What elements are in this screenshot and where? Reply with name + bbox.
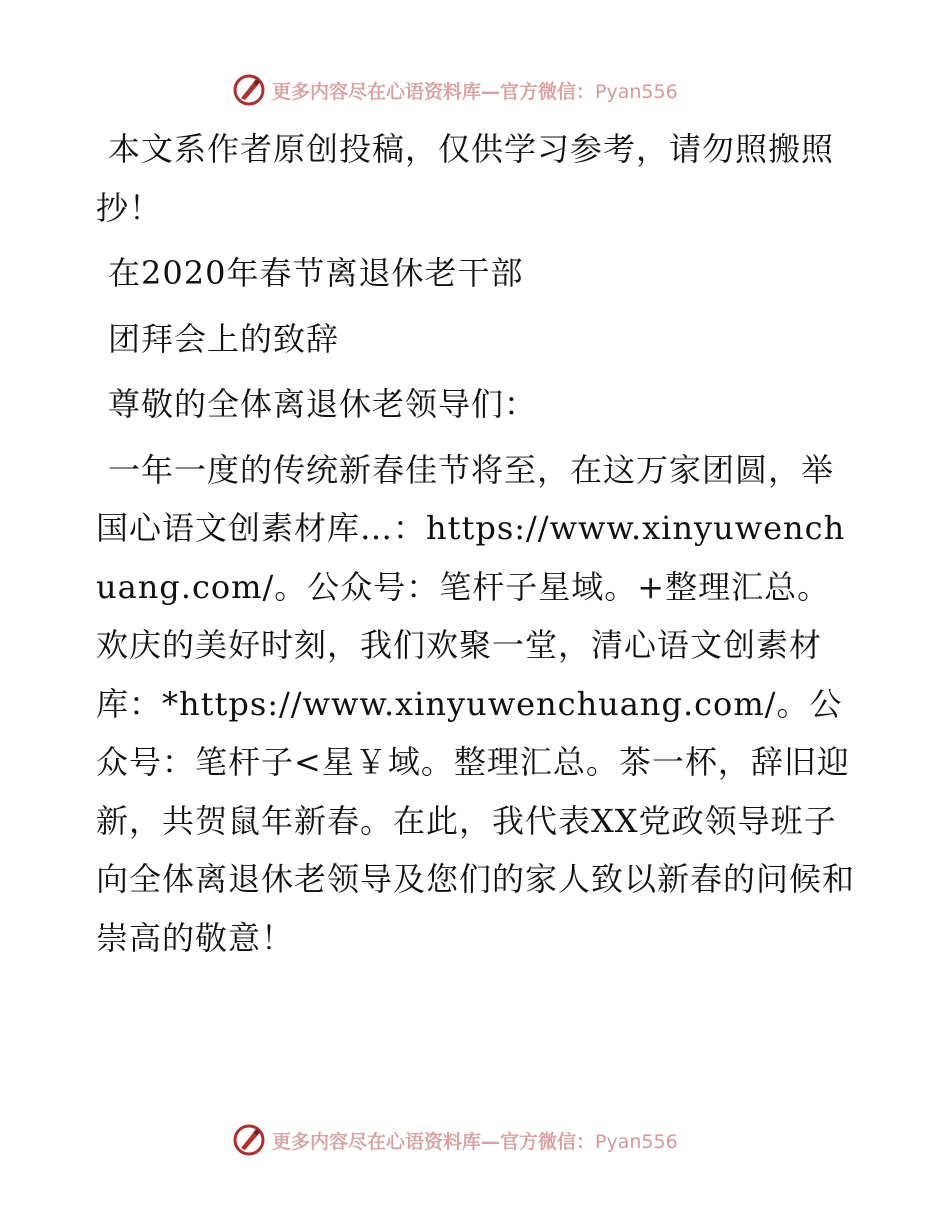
title-line-2: 团拜会上的致辞 (108, 319, 340, 358)
document-body (96, 120, 856, 967)
footer-banner (232, 1122, 752, 1158)
title-line-1: 在2020年春节离退休老干部 (108, 254, 524, 292)
header-banner (232, 72, 752, 108)
body-paragraph: 一年一度的传统新春佳节将至，在这万家团圆，举国心语文创素材库…：https://www.xinyuwenchuang.com/。公众号：笔杆子星域。+整理汇总。欢庆的美好时刻，我们欢聚一堂，清心语文创素材库：*https://www.xinyuwenchuang.com/。公众号：笔杆子<星￥域。整理汇总。茶一杯，辞旧迎新，共贺鼠年新春。在此，我代表XX党政领导班子向全体离退休老领导及您们的家人致以新春的问候和崇高的敬意！ (96, 450, 856, 957)
salutation: 尊敬的全体离退休老领导们： (108, 385, 538, 423)
pen-logo-icon (232, 1123, 266, 1157)
notice-paragraph: 本文系作者原创投稿，仅供学习参考，请勿照搬照抄！ (96, 130, 835, 227)
footer-banner-account: Pyan556 (595, 1130, 678, 1153)
pen-logo-icon (232, 73, 266, 107)
header-banner-text: 更多内容尽在心语资料库—官方微信： (272, 80, 596, 103)
header-banner-account: Pyan556 (595, 80, 678, 103)
footer-banner-text: 更多内容尽在心语资料库—官方微信： (272, 1130, 596, 1153)
